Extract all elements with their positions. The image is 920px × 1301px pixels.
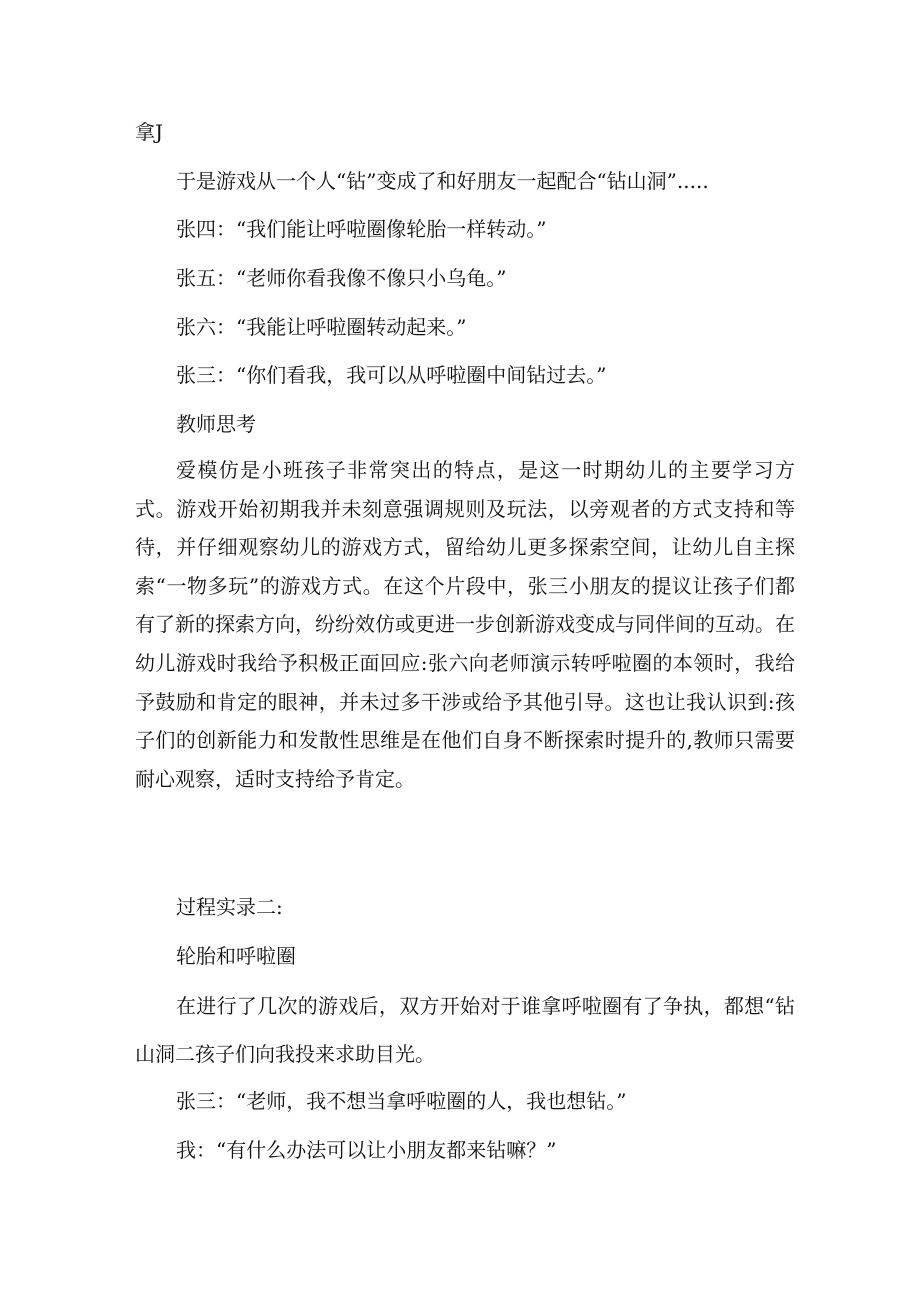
dialogue-line-zhang-san-2: 张三：“老师，我不想当拿呼啦圈的人，我也想钻。” — [176, 1089, 627, 1113]
section-title: 轮胎和呼啦圈 — [176, 944, 296, 968]
dialogue-line-zhang-si: 张四：“我们能让呼啦圈像轮胎一样转动。” — [176, 217, 547, 241]
dispute-paragraph: 在进行了几次的游戏后，双方开始对于谁拿呼啦圈有了争执，都想“钻山洞二孩子们向我投来求助目光。 — [135, 994, 795, 1066]
reflection-heading: 教师思考 — [176, 412, 256, 436]
dialogue-line-teacher: 我：“有什么办法可以让小朋友都来钻嘛？” — [176, 1138, 557, 1162]
fragment-line: 拿J — [135, 120, 164, 144]
section-heading: 过程实录二: — [176, 895, 283, 919]
dialogue-line-zhang-wu: 张五：“老师你看我像不像只小乌龟。” — [176, 266, 507, 290]
narrative-line: 于是游戏从一个人“钻”变成了和好朋友一起配合“钻山洞”..... — [176, 169, 709, 193]
dialogue-line-zhang-san: 张三：“你们看我，我可以从呼啦圈中间钻过去。” — [176, 363, 607, 387]
reflection-paragraph: 爱模仿是小班孩子非常突出的特点，是这一时期幼儿的主要学习方式。游戏开始初期我并未刻意强调规则及玩法，以旁观者的方式支持和等待，并仔细观察幼儿的游戏方式，留给幼儿更多探索空间，让幼儿自主探索“一物多玩”的游戏方式。在这个片段中，张三小朋友的提议让孩子们都有了新的探索方向，纷纷效仿或更进一步创新游戏变成与同伴间的互动。在幼儿游戏时我给予积极正面回应:张六向老师演示转呼啦圈的本领时，我给予鼓励和肯定的眼神，并未过多干涉或给予其他引导。这也让我认识到:孩子们的创新能力和发散性思维是在他们自身不断探索时提升的,教师只需要耐心观察，适时支持给予肯定。 — [135, 458, 795, 791]
dialogue-line-zhang-liu: 张六：“我能让呼啦圈转动起来。” — [176, 315, 467, 339]
